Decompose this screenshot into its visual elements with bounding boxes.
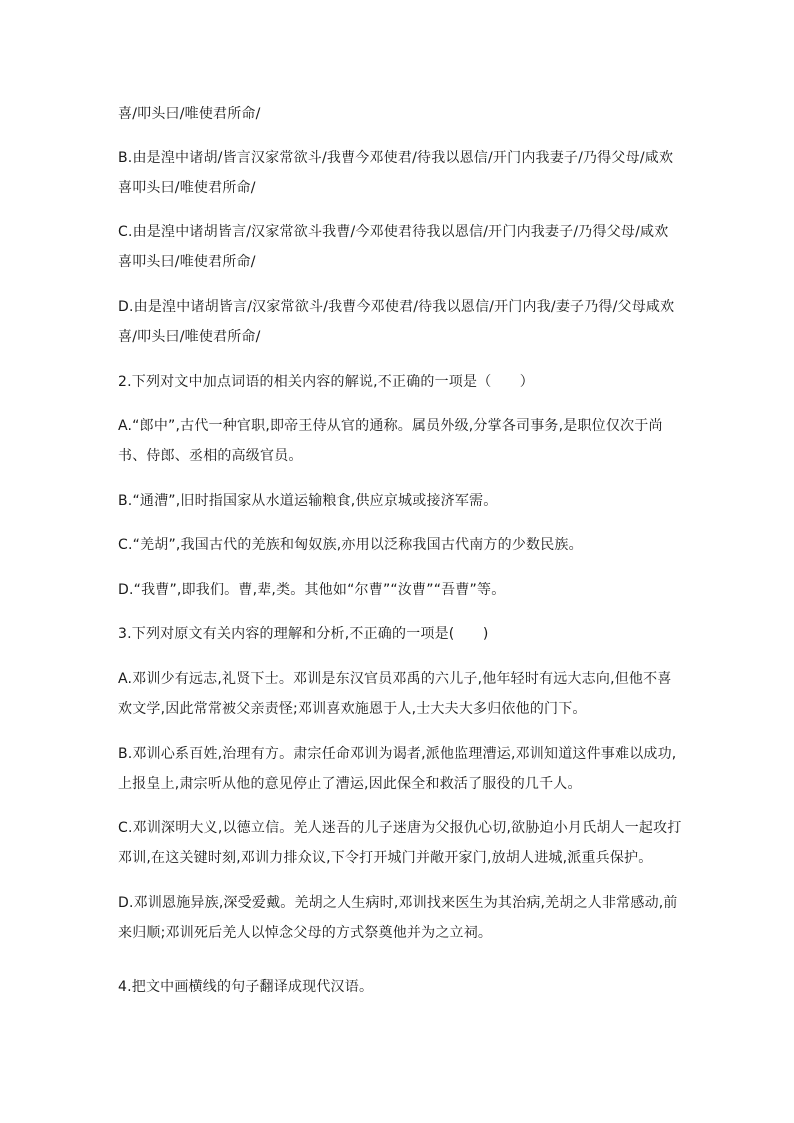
option-c-line-1: C.由是湟中诸胡皆言/汉家常欲斗我曹/今邓使君待我以恩信/开门内我妻子/乃得父母/咸欢 xyxy=(118,224,669,240)
q2-option-d: D.“我曹”,即我们。曹,辈,类。其他如“尔曹”“汝曹”“吾曹”等。 xyxy=(118,582,506,598)
q3-option-b-line-2: 上报皇上,肃宗听从他的意见停止了漕运,因此保全和救活了服役的几千人。 xyxy=(118,776,582,792)
q2-option-a-line-2: 书、侍郎、丞相的高级官员。 xyxy=(118,448,303,464)
q3-option-d-line-2: 来归顺;邓训死后羌人以悼念父母的方式祭奠他并为之立祠。 xyxy=(118,925,493,941)
question-2-stem: 2.下列对文中加点词语的相关内容的解说,不正确的一项是（ ） xyxy=(118,374,535,390)
q3-option-c-line-2: 邓训,在这关键时刻,邓训力排众议,下令打开城门并敞开家门,放胡人进城,派重兵保护。 xyxy=(118,850,653,866)
option-d-line-2: 喜/叩头曰/唯使君所命/ xyxy=(118,329,261,345)
option-a-continuation: 喜/叩头曰/唯使君所命/ xyxy=(118,106,261,122)
option-c-line-2: 喜叩头曰/唯使君所命/ xyxy=(118,254,256,270)
q3-option-a-line-2: 欢文学,因此常常被父亲责怪;邓训喜欢施恩于人,士大夫大多归依他的门下。 xyxy=(118,701,587,717)
option-b-line-1: B.由是湟中诸胡/皆言汉家常欲斗/我曹今邓使君/待我以恩信/开门内我妻子/乃得父母/咸欢 xyxy=(118,150,674,166)
q3-option-c-line-1: C.邓训深明大义,以德立信。羌人迷吾的儿子迷唐为父报仇心切,欲胁迫小月氏胡人一起攻打 xyxy=(118,820,682,836)
q3-option-d-line-1: D.邓训恩施异族,深受爱戴。羌胡之人生病时,邓训找来医生为其治病,羌胡之人非常感动,前 xyxy=(118,895,678,911)
option-b-line-2: 喜叩头曰/唯使君所命/ xyxy=(118,180,256,196)
q2-option-c: C.“羌胡”,我国古代的羌族和匈奴族,亦用以泛称我国古代南方的少数民族。 xyxy=(118,537,583,553)
option-d-line-1: D.由是湟中诸胡皆言/汉家常欲斗/我曹今邓使君/待我以恩信/开门内我/妻子乃得/父母咸欢 xyxy=(118,299,675,315)
q2-option-a-line-1: A.“郎中”,古代一种官职,即帝王侍从官的通称。属员外级,分掌各司事务,是职位仅次于尚 xyxy=(118,418,663,434)
question-3-stem: 3.下列对原文有关内容的理解和分析,不正确的一项是( ) xyxy=(118,626,489,642)
q2-option-b: B.“通漕”,旧时指国家从水道运输粮食,供应京城或接济军需。 xyxy=(118,493,498,509)
q3-option-a-line-1: A.邓训少有远志,礼贤下士。邓训是东汉官员邓禹的六儿子,他年轻时有远大志向,但他不喜 xyxy=(118,671,672,687)
question-4-stem: 4.把文中画横线的句子翻译成现代汉语。 xyxy=(118,979,374,995)
q3-option-b-line-1: B.邓训心系百姓,治理有方。肃宗任命邓训为谒者,派他监理漕运,邓训知道这件事难以成功, xyxy=(118,746,677,762)
